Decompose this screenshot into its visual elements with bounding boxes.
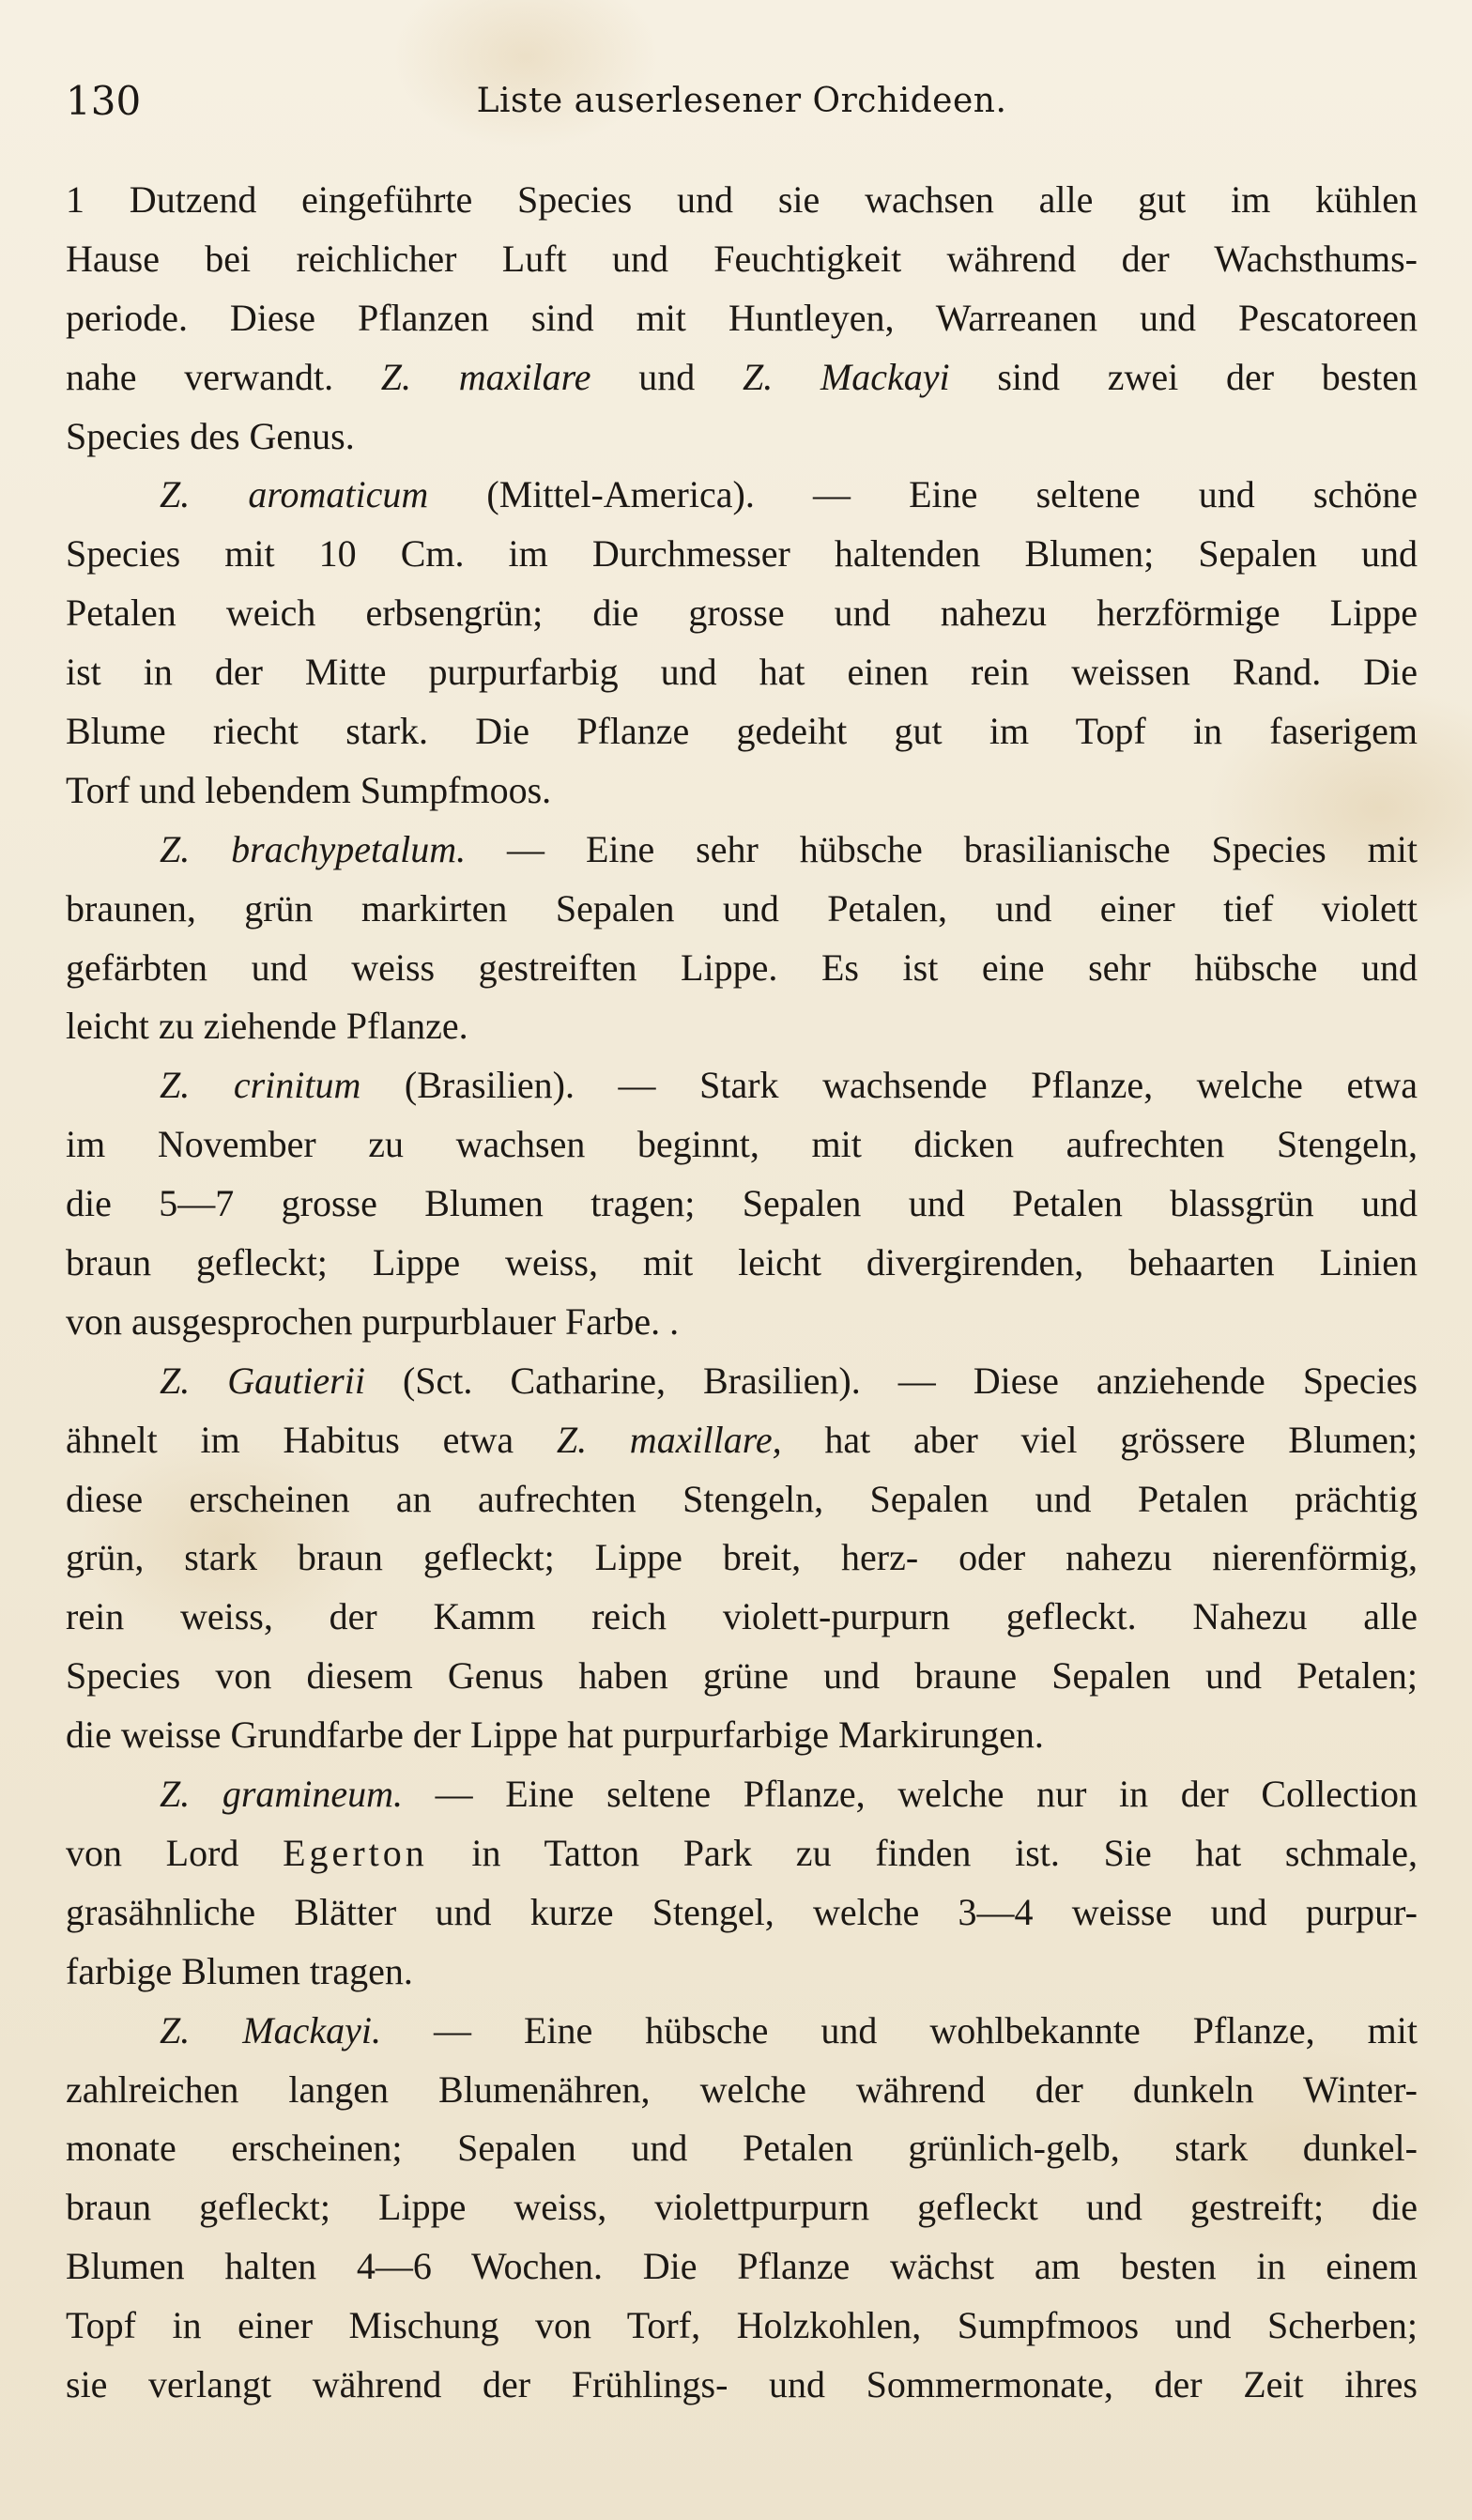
text-segment: gefärbten und weiss gestreiften Lippe. Es ist eine sehr hübsche und bbox=[66, 945, 1418, 989]
species-name: Z. Mackayi bbox=[742, 355, 950, 398]
text-segment: ist in der Mitte purpurfarbig und hat einen rein weissen Rand. Die bbox=[66, 651, 1418, 694]
text-line bbox=[66, 1056, 1418, 1115]
text-segment: die weisse Grundfarbe der Lippe hat purpurfarbige Markirungen. bbox=[66, 1713, 1044, 1757]
text-line bbox=[66, 2178, 1418, 2237]
text-segment: in Tatton Park zu finden ist. Sie hat schmale, bbox=[427, 1831, 1418, 1874]
text-segment: zahlreichen langen Blumenähren, welche während der dunkeln Winter- bbox=[66, 2067, 1418, 2111]
text-segment: nahe verwandt. bbox=[66, 355, 381, 398]
text-line bbox=[66, 1411, 1418, 1470]
text-segment: rein weiss, der Kamm reich violett-purpurn gefleckt. Nahezu alle bbox=[66, 1595, 1418, 1638]
text-segment: die 5—7 grosse Blumen tragen; Sepalen und Petalen blassgrün und bbox=[66, 1182, 1418, 1225]
text-segment: — Eine hübsche und wohlbekannte Pflanze, mit bbox=[380, 2008, 1418, 2051]
text-segment: im November zu wachsen beginnt, mit dicken aufrechten Stengeln, bbox=[66, 1123, 1418, 1166]
text-segment: Species des Genus. bbox=[66, 414, 355, 457]
text-segment: 1 Dutzend eingeführte Species und sie wachsen alle gut im kühlen bbox=[66, 178, 1418, 221]
text-segment: Torf und lebendem Sumpfmoos. bbox=[66, 768, 552, 811]
species-name: Z. maxillare, bbox=[556, 1418, 782, 1461]
text-line bbox=[66, 2061, 1418, 2120]
text-segment: — Eine sehr hübsche brasilianische Species mit bbox=[466, 827, 1418, 870]
text-segment: sie verlangt während der Frühlings- und Sommermonate, der Zeit ihres bbox=[66, 2362, 1418, 2405]
text-line bbox=[66, 1588, 1418, 1647]
text-segment: farbige Blumen tragen. bbox=[66, 1949, 413, 1992]
text-line bbox=[66, 1115, 1418, 1175]
text-segment: Blumen halten 4—6 Wochen. Die Pflanze wächst am besten in einem bbox=[66, 2245, 1418, 2288]
text-segment: braun gefleckt; Lippe weiss, violettpurpurn gefleckt und gestreift; die bbox=[66, 2186, 1418, 2229]
text-segment: Hause bei reichlicher Luft und Feuchtigkeit während der Wachsthums- bbox=[66, 237, 1418, 280]
text-segment: von Lord bbox=[66, 1831, 284, 1874]
text-line bbox=[66, 2297, 1418, 2356]
text-line bbox=[66, 1883, 1418, 1943]
species-name: Z. maxilare bbox=[380, 355, 591, 398]
species-name: Z. aromaticum bbox=[160, 473, 429, 516]
text-line bbox=[66, 1765, 1418, 1824]
text-line bbox=[66, 407, 1418, 467]
text-segment: Species mit 10 Cm. im Durchmesser haltenden Blumen; Sepalen und bbox=[66, 532, 1418, 576]
text-line bbox=[66, 2119, 1418, 2178]
text-line bbox=[66, 2002, 1418, 2061]
text-line bbox=[66, 2356, 1418, 2415]
text-segment: braunen, grün markirten Sepalen und Petalen, und einer tief violett bbox=[66, 886, 1418, 930]
page-header bbox=[66, 73, 1418, 130]
text-line bbox=[66, 643, 1418, 702]
text-line bbox=[66, 761, 1418, 821]
text-segment: Blume riecht stark. Die Pflanze gedeiht gut im Topf in faserigem bbox=[66, 710, 1418, 753]
text-segment: leicht zu ziehende Pflanze. bbox=[66, 1005, 468, 1048]
text-line bbox=[66, 1470, 1418, 1529]
text-line bbox=[66, 466, 1418, 525]
body-text bbox=[66, 171, 1418, 2415]
text-segment: ähnelt im Habitus etwa bbox=[66, 1418, 557, 1461]
text-segment: periode. Diese Pflanzen sind mit Huntleyen, Warreanen und Pescatoreen bbox=[66, 296, 1418, 339]
text-segment: Species von diesem Genus haben grüne und braune Sepalen und Petalen; bbox=[66, 1654, 1418, 1698]
text-segment: grasähnliche Blätter und kurze Stengel, welche 3—4 weisse und purpur- bbox=[66, 1890, 1418, 1933]
text-line bbox=[66, 1943, 1418, 2002]
text-line bbox=[66, 348, 1418, 407]
text-line bbox=[66, 1293, 1418, 1352]
text-segment: grün, stark braun gefleckt; Lippe breit, herz- oder nahezu nierenförmig, bbox=[66, 1536, 1418, 1579]
text-segment: Egerton bbox=[283, 1831, 428, 1874]
text-line bbox=[66, 1234, 1418, 1293]
text-segment: Petalen weich erbsengrün; die grosse und nahezu herzförmige Lippe bbox=[66, 592, 1418, 635]
species-name: Z. gramineum. bbox=[160, 1773, 404, 1816]
text-segment: braun gefleckt; Lippe weiss, mit leicht divergirenden, behaarten Linien bbox=[66, 1241, 1418, 1284]
text-segment: und bbox=[590, 355, 743, 398]
text-line bbox=[66, 997, 1418, 1056]
text-line bbox=[66, 702, 1418, 761]
text-line bbox=[66, 1706, 1418, 1765]
species-name: Z. crinitum bbox=[160, 1064, 361, 1107]
text-segment: — Eine seltene Pflanze, welche nur in der Collection bbox=[403, 1773, 1418, 1816]
text-line bbox=[66, 1647, 1418, 1706]
text-segment: sind zwei der besten bbox=[949, 355, 1418, 398]
text-segment: (Brasilien). — Stark wachsende Pflanze, welche etwa bbox=[360, 1064, 1418, 1107]
species-name: Z. Gautierii bbox=[160, 1359, 365, 1402]
text-line bbox=[66, 230, 1418, 289]
text-segment: diese erscheinen an aufrechten Stengeln, Sepalen und Petalen prächtig bbox=[66, 1477, 1418, 1520]
text-line bbox=[66, 1352, 1418, 1411]
text-segment: hat aber viel grössere Blumen; bbox=[781, 1418, 1418, 1461]
text-line bbox=[66, 171, 1418, 230]
text-line bbox=[66, 525, 1418, 584]
page-number: 130 bbox=[66, 78, 142, 124]
text-segment: von ausgesprochen purpurblauer Farbe. . bbox=[66, 1299, 680, 1343]
text-line bbox=[66, 880, 1418, 939]
species-name: Z. brachypetalum. bbox=[160, 827, 467, 870]
running-title: Liste auserlesener Orchideen. bbox=[476, 82, 1007, 120]
text-line bbox=[66, 1824, 1418, 1883]
text-segment: (Sct. Catharine, Brasilien). — Diese anziehende Species bbox=[364, 1359, 1418, 1402]
species-name: Z. Mackayi. bbox=[160, 2008, 381, 2051]
text-segment: monate erscheinen; Sepalen und Petalen grünlich-gelb, stark dunkel- bbox=[66, 2127, 1418, 2170]
text-line bbox=[66, 1529, 1418, 1588]
text-segment: (Mittel-America). — Eine seltene und schöne bbox=[428, 473, 1418, 516]
text-line bbox=[66, 2237, 1418, 2297]
text-line bbox=[66, 1175, 1418, 1234]
text-line bbox=[66, 584, 1418, 643]
text-line bbox=[66, 821, 1418, 880]
text-line bbox=[66, 289, 1418, 348]
text-line bbox=[66, 939, 1418, 998]
text-segment: Topf in einer Mischung von Torf, Holzkohlen, Sumpfmoos und Scherben; bbox=[66, 2304, 1418, 2347]
